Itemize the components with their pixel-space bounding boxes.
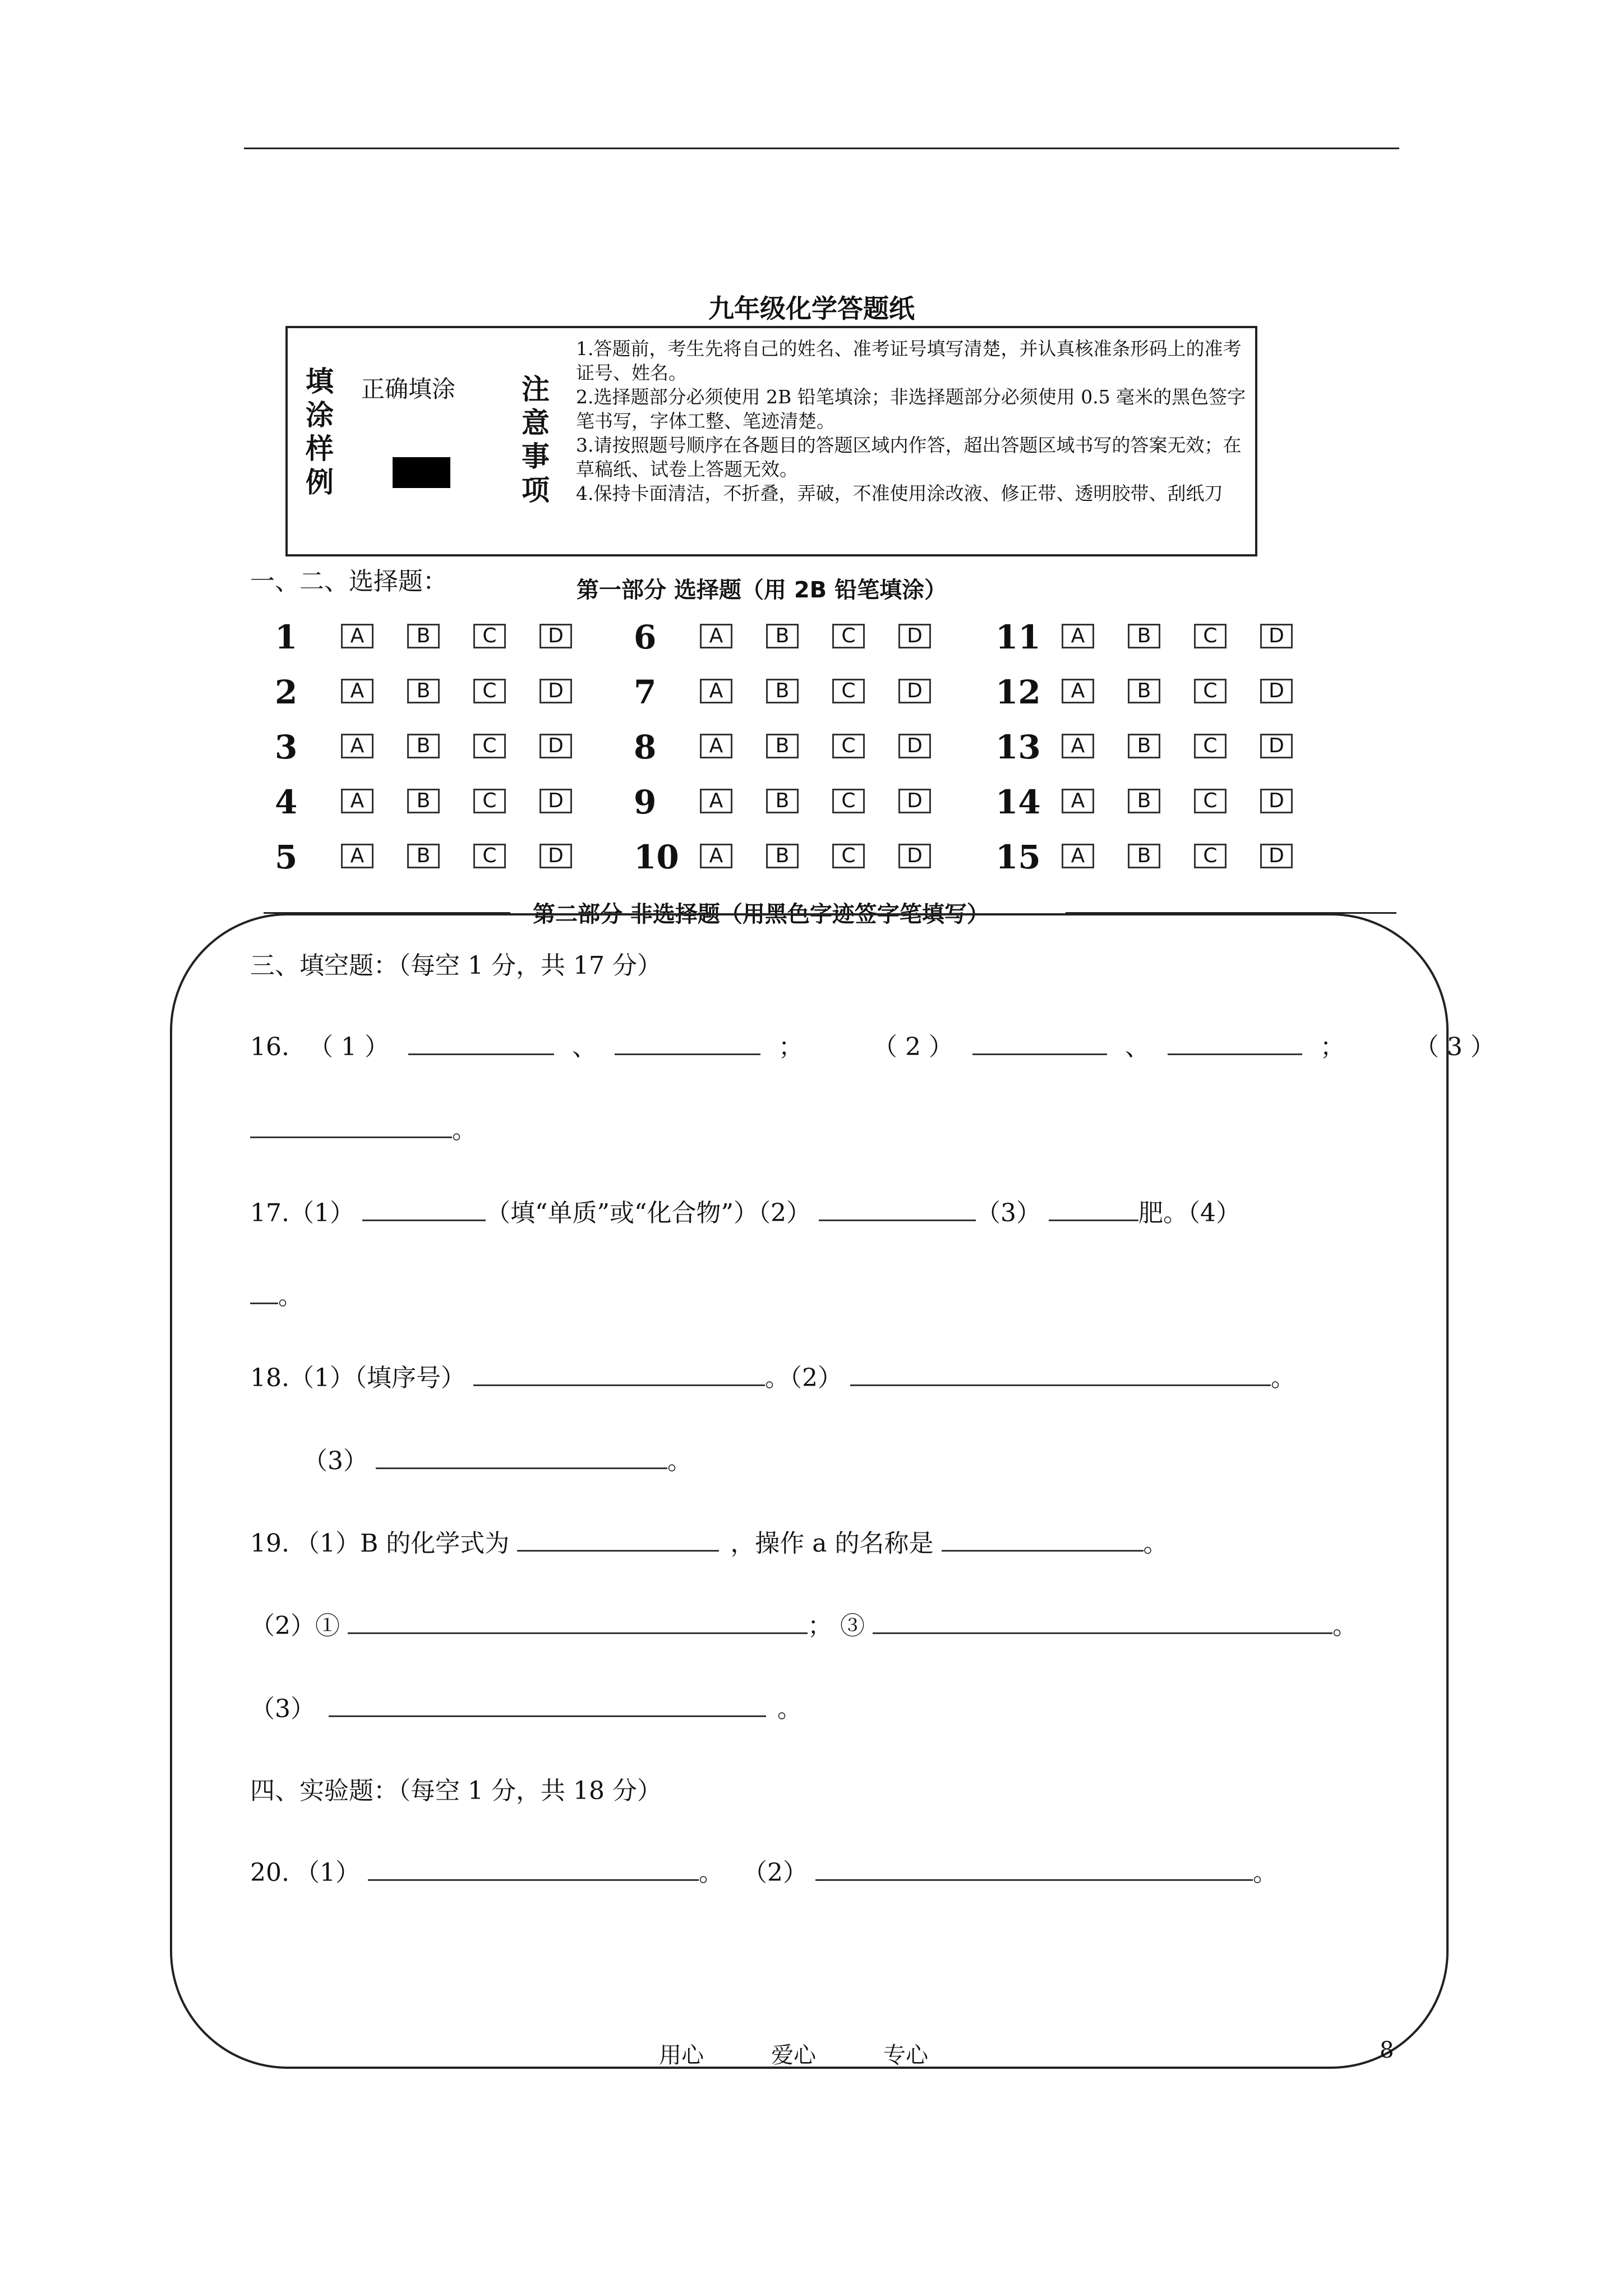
- part-label: （填“单质”或“化合物”）（2）: [485, 1199, 811, 1227]
- choice-bubble[interactable]: A: [700, 679, 732, 703]
- choice-bubble[interactable]: D: [540, 844, 572, 868]
- choice-bubble[interactable]: D: [1260, 734, 1293, 758]
- choice-bubble[interactable]: D: [898, 624, 931, 648]
- answer-blank[interactable]: [348, 1611, 808, 1634]
- choice-question-number: 5: [275, 838, 298, 876]
- part-label: （ 2 ）: [872, 1033, 953, 1061]
- notice-label: [519, 372, 552, 507]
- choice-bubble[interactable]: A: [1062, 734, 1094, 758]
- choice-question-number: 8: [634, 728, 657, 766]
- separator: 、: [571, 1033, 597, 1061]
- choice-bubble[interactable]: B: [1128, 679, 1160, 703]
- separator: 。: [278, 1282, 303, 1310]
- answer-blank[interactable]: [368, 1858, 699, 1881]
- choice-bubble[interactable]: A: [341, 844, 374, 868]
- question-16-line2: [250, 1110, 477, 1145]
- choice-bubble[interactable]: B: [407, 734, 440, 758]
- notice-item: 1.答题前，考生先将自己的姓名、准考证号填写清楚，并认真核准条形码上的准考证号、姓名。: [576, 338, 1242, 384]
- question-20-line1: [250, 1852, 1278, 1888]
- choice-question-number: 6: [634, 618, 657, 656]
- choice-bubble[interactable]: B: [407, 624, 440, 648]
- page-number: 8: [1380, 2037, 1394, 2063]
- choice-bubble[interactable]: C: [1194, 679, 1227, 703]
- choice-bubble[interactable]: B: [1128, 789, 1160, 813]
- separator: 。: [1270, 1364, 1295, 1392]
- separator: 。: [1332, 1612, 1357, 1640]
- choice-bubble[interactable]: A: [700, 844, 732, 868]
- answer-blank[interactable]: [819, 1198, 976, 1221]
- part-label: 肥。（4）: [1138, 1199, 1241, 1227]
- choice-question-number: 9: [634, 783, 657, 821]
- choice-bubble[interactable]: B: [766, 844, 799, 868]
- choice-bubble[interactable]: D: [1260, 624, 1293, 648]
- choice-bubble[interactable]: A: [341, 734, 374, 758]
- choice-bubble[interactable]: B: [766, 679, 799, 703]
- choice-bubble[interactable]: C: [1194, 734, 1227, 758]
- question-19-line2: [250, 1605, 1357, 1641]
- notice-label-char: 事: [522, 440, 550, 473]
- answer-blank[interactable]: [615, 1032, 760, 1055]
- choice-bubble[interactable]: D: [540, 789, 572, 813]
- page-title: 九年级化学答题纸: [708, 293, 915, 324]
- choice-bubble[interactable]: B: [1128, 734, 1160, 758]
- choice-bubble[interactable]: A: [1062, 844, 1094, 868]
- part-label: （ 1 ）: [308, 1033, 389, 1061]
- part-label: （3）: [250, 1695, 315, 1723]
- choice-bubble[interactable]: A: [1062, 624, 1094, 648]
- choice-question-number: 10: [634, 838, 679, 876]
- choice-bubble[interactable]: C: [473, 624, 506, 648]
- notice-item: 4.保持卡面清洁，不折叠，弄破，不准使用涂改液、修正带、透明胶带、刮纸刀: [576, 482, 1223, 504]
- choice-bubble[interactable]: C: [832, 789, 865, 813]
- answer-blank[interactable]: [1049, 1198, 1138, 1221]
- sample-label-char: 例: [306, 466, 334, 499]
- part-label: （1）: [289, 1199, 354, 1227]
- choice-bubble[interactable]: D: [540, 734, 572, 758]
- question-number: 16.: [250, 1033, 289, 1061]
- choice-bubble[interactable]: C: [1194, 844, 1227, 868]
- separator: 。: [1252, 1858, 1278, 1887]
- choice-heading: 一、二、选择题：: [250, 567, 448, 596]
- footer-slogan: 用心: [659, 2042, 704, 2068]
- answer-blank[interactable]: [873, 1611, 1332, 1634]
- separator: 。: [667, 1447, 692, 1475]
- part-label: ； ③: [808, 1612, 865, 1640]
- part2-title: 第二部分 非选择题（用黑色字迹签字笔填写）: [533, 901, 989, 927]
- choice-bubble[interactable]: D: [1260, 679, 1293, 703]
- part1-title: 第一部分 选择题（用 2B 铅笔填涂）: [577, 577, 947, 603]
- separator: 。: [698, 1858, 723, 1887]
- question-number: 19.: [250, 1529, 289, 1558]
- part-label: （3）: [975, 1199, 1041, 1227]
- notice-list: [576, 337, 1253, 505]
- choice-question-number: 13: [995, 728, 1041, 766]
- choice-bubble[interactable]: A: [341, 789, 374, 813]
- choice-bubble[interactable]: B: [407, 679, 440, 703]
- question-18-line1: [250, 1358, 1295, 1393]
- separator: ；: [1320, 1033, 1345, 1061]
- choice-question-number: 2: [275, 673, 298, 711]
- separator: 。: [777, 1695, 802, 1723]
- choice-question-number: 12: [995, 673, 1041, 711]
- answer-blank[interactable]: [250, 1115, 452, 1138]
- choice-bubble[interactable]: C: [473, 679, 506, 703]
- sample-label-char: 样: [306, 432, 334, 465]
- choice-bubble[interactable]: B: [1128, 624, 1160, 648]
- answer-blank[interactable]: [408, 1032, 554, 1055]
- choice-bubble[interactable]: C: [1194, 789, 1227, 813]
- fill-heading: 三、填空题：（每空 1 分，共 17 分）: [250, 951, 662, 980]
- part-label: （ 3 ）: [1414, 1033, 1495, 1061]
- answer-blank[interactable]: [972, 1032, 1107, 1055]
- answer-area-frame: [170, 913, 1449, 2069]
- answer-blank[interactable]: [1168, 1032, 1302, 1055]
- choice-bubble[interactable]: A: [1062, 679, 1094, 703]
- sample-label-char: 填: [306, 365, 334, 398]
- question-number: 20.: [250, 1858, 289, 1887]
- choice-bubble[interactable]: D: [898, 679, 931, 703]
- choice-bubble[interactable]: A: [341, 679, 374, 703]
- answer-blank[interactable]: [517, 1529, 719, 1552]
- answer-blank[interactable]: [329, 1694, 766, 1717]
- choice-question-number: 15: [995, 838, 1041, 876]
- question-18-line2: [303, 1441, 692, 1476]
- choice-bubble[interactable]: D: [540, 624, 572, 648]
- answer-blank[interactable]: [850, 1363, 1271, 1386]
- choice-bubble[interactable]: B: [766, 624, 799, 648]
- notice-label-char: 意: [522, 406, 550, 439]
- part-label: （1）（填序号）: [289, 1364, 465, 1392]
- part-label: （3）: [303, 1447, 368, 1475]
- choice-question-number: 3: [275, 728, 298, 766]
- answer-blank[interactable]: [376, 1446, 667, 1469]
- header-rule: [244, 148, 1399, 149]
- choice-bubble[interactable]: D: [898, 844, 931, 868]
- choice-bubble[interactable]: A: [700, 624, 732, 648]
- choice-bubble[interactable]: C: [832, 679, 865, 703]
- part-label: （2）①: [250, 1612, 340, 1640]
- choice-bubble[interactable]: A: [1062, 789, 1094, 813]
- footer-slogan: 专心: [883, 2042, 928, 2068]
- part-label: （2）: [742, 1858, 808, 1887]
- choice-question-number: 1: [275, 618, 298, 656]
- separator: ；: [778, 1033, 803, 1061]
- separator: 、: [1124, 1033, 1150, 1061]
- choice-bubble[interactable]: B: [407, 844, 440, 868]
- question-19-line1: [250, 1523, 1168, 1559]
- choice-bubble[interactable]: D: [898, 734, 931, 758]
- choice-bubble[interactable]: A: [341, 624, 374, 648]
- choice-bubble[interactable]: D: [1260, 844, 1293, 868]
- choice-bubble[interactable]: C: [473, 734, 506, 758]
- choice-bubble[interactable]: C: [473, 789, 506, 813]
- choice-bubble[interactable]: A: [700, 734, 732, 758]
- question-17-line1: [250, 1193, 1241, 1228]
- sample-label-char: 涂: [306, 398, 334, 431]
- choice-bubble[interactable]: C: [473, 844, 506, 868]
- choice-bubble[interactable]: B: [766, 789, 799, 813]
- choice-bubble[interactable]: D: [1260, 789, 1293, 813]
- separator: 。: [1143, 1529, 1168, 1558]
- choice-bubble[interactable]: C: [1194, 624, 1227, 648]
- question-19-line3: [250, 1688, 802, 1724]
- choice-bubble[interactable]: D: [540, 679, 572, 703]
- choice-bubble[interactable]: B: [407, 789, 440, 813]
- part-label: （1）: [294, 1858, 360, 1887]
- answer-blank[interactable]: [362, 1198, 486, 1221]
- notice-item: 2.选择题部分必须使用 2B 铅笔填涂；非选择题部分必须使用 0.5 毫米的黑色签字笔书写，字体工整、笔迹清楚。: [576, 386, 1246, 432]
- notice-label-char: 注: [522, 372, 550, 406]
- correct-fill-sample: [393, 457, 450, 488]
- question-16-line1: [250, 1027, 1495, 1062]
- choice-bubble[interactable]: D: [898, 789, 931, 813]
- notice-item: 3.请按照题号顺序在各题目的答题区域内作答，超出答题区域书写的答案无效；在草稿纸、试卷上答题无效。: [576, 434, 1242, 480]
- answer-blank[interactable]: [250, 1281, 278, 1304]
- answer-blank[interactable]: [473, 1363, 765, 1386]
- answer-blank[interactable]: [942, 1529, 1144, 1552]
- answer-blank[interactable]: [815, 1858, 1253, 1881]
- choice-bubble[interactable]: B: [766, 734, 799, 758]
- question-number: 17.: [250, 1199, 289, 1227]
- choice-bubble[interactable]: A: [700, 789, 732, 813]
- choice-question-number: 7: [634, 673, 657, 711]
- choice-bubble[interactable]: B: [1128, 844, 1160, 868]
- choice-bubble[interactable]: C: [832, 844, 865, 868]
- footer-slogan: 爱心: [771, 2042, 816, 2068]
- separator: 。: [452, 1116, 477, 1144]
- correct-fill-label: 正确填涂: [361, 375, 456, 403]
- question-17-line2: [250, 1276, 303, 1312]
- part-label: ，操作 a 的名称是: [730, 1529, 934, 1558]
- question-number: 18.: [250, 1364, 289, 1392]
- experiment-heading: 四、实验题：（每空 1 分，共 18 分）: [250, 1777, 662, 1805]
- choice-question-number: 4: [275, 783, 298, 821]
- notice-label-char: 项: [522, 473, 550, 507]
- choice-question-number: 14: [995, 783, 1041, 821]
- choice-question-number: 11: [995, 618, 1041, 656]
- sample-label: [303, 365, 336, 499]
- part-label: （1）B 的化学式为: [294, 1529, 510, 1558]
- part-label: 。（2）: [764, 1364, 842, 1392]
- choice-bubble[interactable]: C: [832, 734, 865, 758]
- choice-bubble[interactable]: C: [832, 624, 865, 648]
